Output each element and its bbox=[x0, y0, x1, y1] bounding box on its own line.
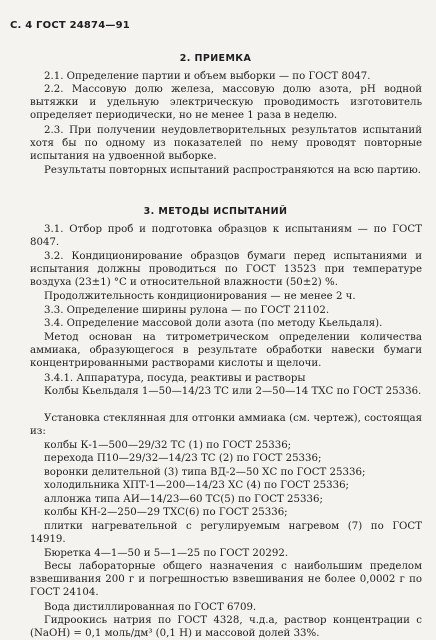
list-item-hotplate: плитки нагревательной с регулируемым нагревом (7) по ГОСТ 14919. bbox=[30, 521, 422, 546]
paragraph-3-2: 3.2. Кондиционирование образцов бумаги перед испытаниями и испытания должны проводиться по ГОСТ 13523 при температуре воздуха (23±1) °С и относительной влажности (50±2) %. bbox=[30, 251, 422, 289]
section-2-title: 2. ПРИЕМКА bbox=[179, 53, 252, 64]
paragraph-2-2: 2.2. Массовую долю железа, массовую долю азота, pH водной вытяжки и удельную электрическую проводимость изготовитель определяет периодически, но не менее 1 раза в неделю. bbox=[30, 84, 422, 122]
list-item-conical-flask: колбы КН-2—250—29 ТХС(6) по ГОСТ 25336; bbox=[44, 507, 288, 518]
paragraph-2-4: Результаты повторных испытаний распространяются на всю партию. bbox=[44, 165, 422, 176]
paragraph-method: Метод основан на титрометрическом определении количества аммиака, образующегося в результате обработки навески бумаги концентрированными растворами кислоты и щелочи. bbox=[30, 332, 422, 370]
paragraph-3-4-1: 3.4.1. Аппаратура, посуда, реактивы и растворы bbox=[44, 373, 306, 384]
paragraph-3-1: 3.1. Отбор проб и подготовка образцов к испытаниям — по ГОСТ 8047. bbox=[30, 224, 422, 249]
list-item-condenser: холодильника ХПТ-1—200—14/23 ХС (4) по ГОСТ 25336; bbox=[44, 480, 349, 491]
list-item-allonge: аллонжа типа АИ—14/23—60 ТС(5) по ГОСТ 25336; bbox=[44, 494, 323, 505]
paragraph-2-3: 2.3. При получении неудовлетворительных результатов испытаний хотя бы по одному из показателей по нему проводят повторные испытания на удвоенной выборке. bbox=[30, 125, 422, 163]
paragraph-water: Вода дистиллированная по ГОСТ 6709. bbox=[44, 602, 257, 613]
list-item-adapter: перехода П10—29/32—14/23 ТС (2) по ГОСТ 25336; bbox=[44, 453, 322, 464]
paragraph-installation: Установка стеклянная для отгонки аммиака (см. чертеж), состоящая из: bbox=[30, 413, 422, 438]
paragraph-flasks: Колбы Кьельдаля 1—50—14/23 ТС или 2—50—14 ТХС по ГОСТ 25336. bbox=[44, 386, 422, 397]
paragraph-3-3: 3.3. Определение ширины рулона — по ГОСТ 21102. bbox=[44, 305, 330, 316]
list-item-flask: колбы К-1—500—29/32 ТС (1) по ГОСТ 25336; bbox=[44, 440, 292, 451]
list-item-funnel: воронки делительной (3) типа ВД-2—50 ХС по ГОСТ 25336; bbox=[44, 467, 366, 478]
paragraph-scales: Весы лабораторные общего назначения с наибольшим пределом взвешивания 200 г и погрешностью взвешивания не более 0,0002 г по ГОСТ 24104. bbox=[30, 561, 422, 599]
paragraph-2-1: 2.1. Определение партии и объем выборки — по ГОСТ 8047. bbox=[44, 71, 371, 82]
section-3-title: 3. МЕТОДЫ ИСПЫТАНИЙ bbox=[143, 206, 288, 217]
paragraph-sodium-hydroxide: Гидроокись натрия по ГОСТ 4328, ч.д.а, раствор концентрации c (NaOH) = 0,1 моль/дм³ (0,1 Н) и массовой долей 33%. bbox=[30, 615, 422, 640]
paragraph-duration: Продолжительность кондиционирования — не менее 2 ч. bbox=[44, 291, 356, 302]
page-header: С. 4 ГОСТ 24874—91 bbox=[10, 20, 130, 31]
paragraph-burette: Бюретка 4—1—50 и 5—1—25 по ГОСТ 20292. bbox=[44, 548, 289, 559]
paragraph-3-4: 3.4. Определение массовой доли азота (по методу Кьельдаля). bbox=[44, 318, 383, 329]
